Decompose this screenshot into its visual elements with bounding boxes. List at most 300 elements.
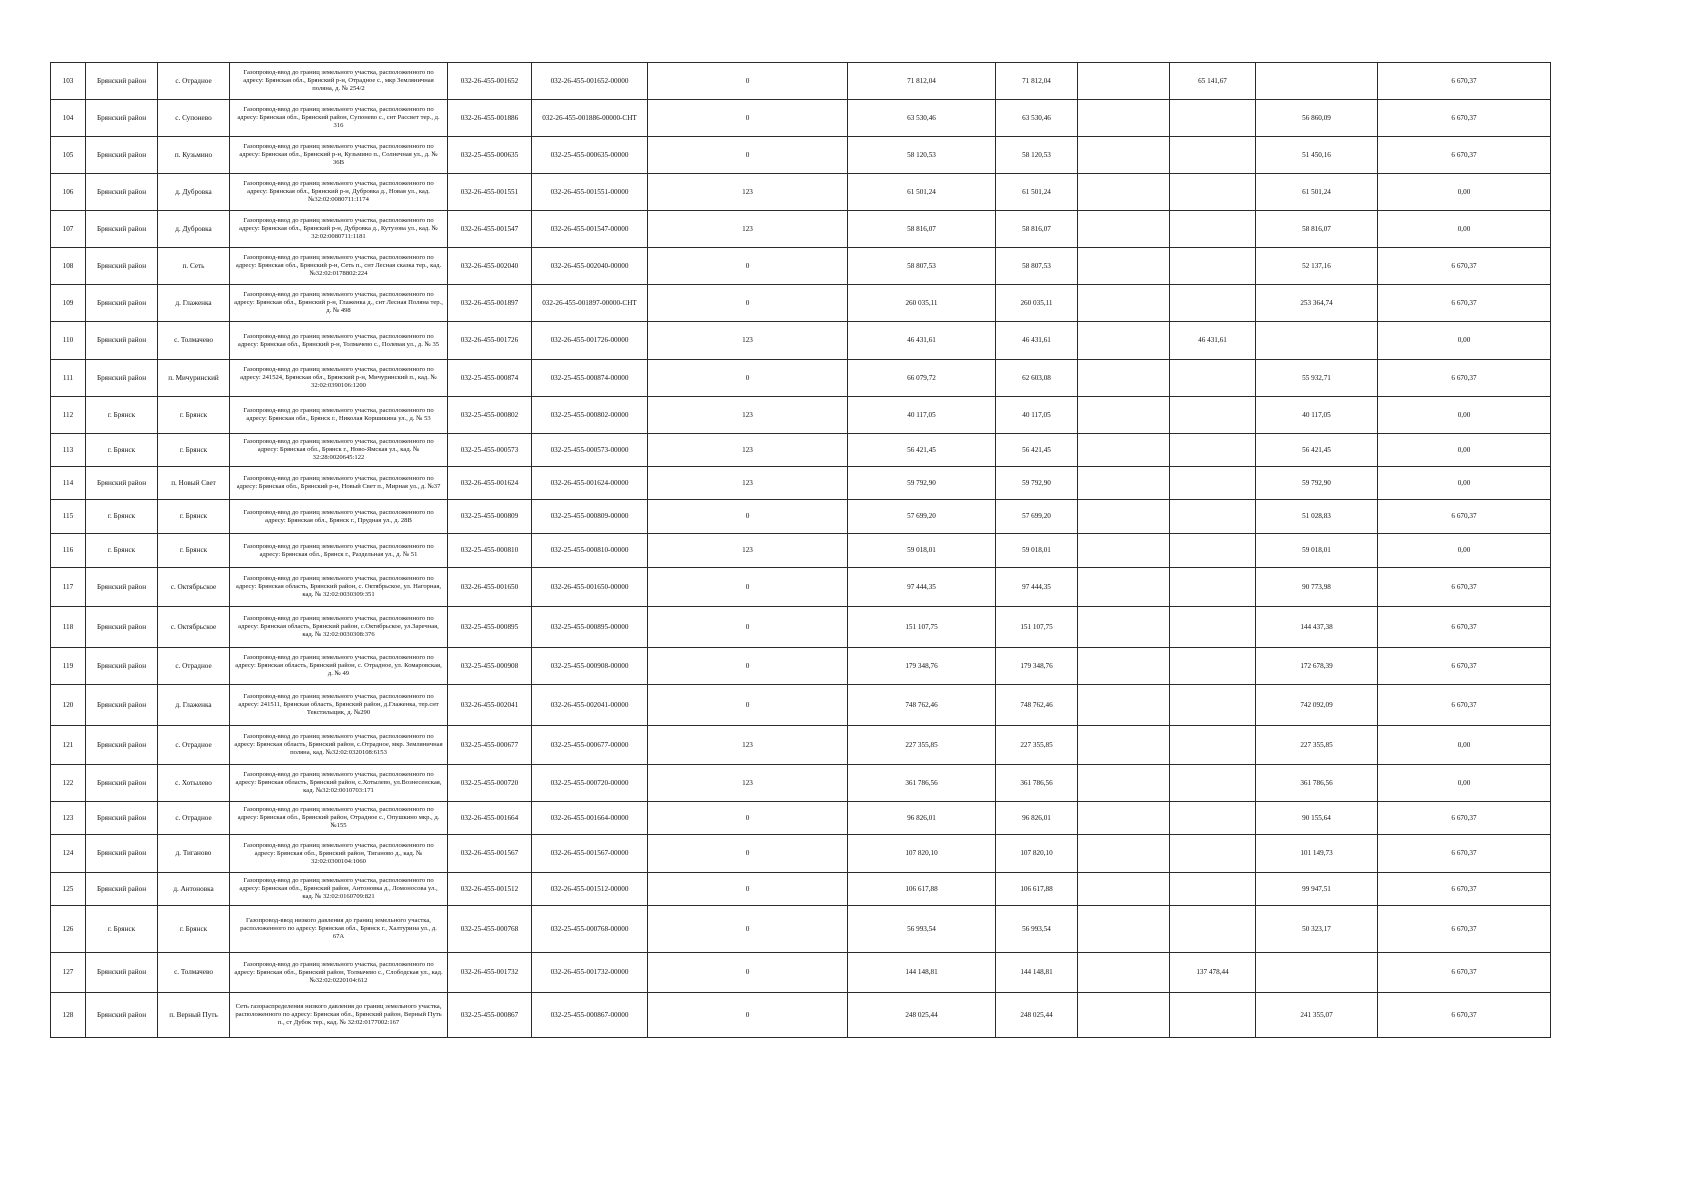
empty-cell [1078, 248, 1170, 285]
table-row [51, 906, 1551, 953]
amount-cell [1170, 174, 1256, 211]
amount-cell: 96 826,01 [848, 802, 996, 835]
settlement-cell: п. Сеть [158, 248, 230, 285]
amount-cell: 97 444,35 [848, 568, 996, 607]
amount-cell: 0,00 [1378, 211, 1551, 248]
amount-cell [1170, 873, 1256, 906]
object-code-cell: 032-25-455-000895-00000 [532, 607, 648, 648]
amount-cell: 144 437,38 [1256, 607, 1378, 648]
empty-cell [1078, 993, 1170, 1038]
amount-cell: 58 816,07 [996, 211, 1078, 248]
empty-cell [1078, 322, 1170, 360]
flag-cell: 0 [648, 285, 848, 322]
table-row [51, 397, 1551, 434]
amount-cell: 6 670,37 [1378, 648, 1551, 685]
object-description-cell: Газопровод-ввод до границ земельного участка, расположенного по адресу: Брянская обл., Брянский р-н, Дубровка д., Кутузова ул., кад. № 32:02:0080711:1181 [230, 211, 448, 248]
amount-cell: 0,00 [1378, 467, 1551, 500]
amount-cell: 101 149,73 [1256, 835, 1378, 873]
row-number-cell: 125 [51, 873, 86, 906]
amount-cell: 6 670,37 [1378, 568, 1551, 607]
district-cell: Брянский район [86, 467, 158, 500]
amount-cell: 260 035,11 [996, 285, 1078, 322]
district-cell: Брянский район [86, 835, 158, 873]
row-number-cell: 106 [51, 174, 86, 211]
registry-number-cell: 032-25-455-000908 [448, 648, 532, 685]
empty-cell [1078, 285, 1170, 322]
amount-cell [1170, 534, 1256, 568]
amount-cell: 107 820,10 [848, 835, 996, 873]
amount-cell: 59 018,01 [996, 534, 1078, 568]
registry-number-cell: 032-26-455-001547 [448, 211, 532, 248]
district-cell: Брянский район [86, 137, 158, 174]
flag-cell: 123 [648, 467, 848, 500]
district-cell: Брянский район [86, 873, 158, 906]
row-number-cell: 107 [51, 211, 86, 248]
table-row [51, 726, 1551, 765]
amount-cell [1170, 993, 1256, 1038]
row-number-cell: 116 [51, 534, 86, 568]
flag-cell: 0 [648, 873, 848, 906]
object-description-cell: Газопровод-ввод до границ земельного участка, расположенного по адресу: Брянская обл., Брянский район, Толмачево с., Слободская ул., кад. №32:02:0220104:612 [230, 953, 448, 993]
row-number-cell: 118 [51, 607, 86, 648]
settlement-cell: д. Глаженка [158, 285, 230, 322]
amount-cell [1170, 568, 1256, 607]
object-code-cell: 032-25-455-000573-00000 [532, 434, 648, 467]
registry-number-cell: 032-25-455-000810 [448, 534, 532, 568]
amount-cell: 6 670,37 [1378, 285, 1551, 322]
registry-number-cell: 032-26-455-001567 [448, 835, 532, 873]
object-description-cell: Газопровод-ввод до границ земельного участка, расположенного по адресу: Брянская обл., Брянский район, Тиганово д., кад. № 32:02:0300104:1060 [230, 835, 448, 873]
object-code-cell: 032-26-455-001726-00000 [532, 322, 648, 360]
row-number-cell: 117 [51, 568, 86, 607]
settlement-cell: п. Кузьмино [158, 137, 230, 174]
object-description-cell: Газопровод-ввод низкого давления до границ земельного участка, расположенного по адресу: Брянская обл., Брянск г., Халтурина ул., д. 67А [230, 906, 448, 953]
empty-cell [1078, 500, 1170, 534]
flag-cell: 0 [648, 953, 848, 993]
amount-cell: 46 431,61 [1170, 322, 1256, 360]
amount-cell: 58 807,53 [848, 248, 996, 285]
district-cell: Брянский район [86, 100, 158, 137]
district-cell: Брянский район [86, 607, 158, 648]
object-code-cell: 032-26-455-001732-00000 [532, 953, 648, 993]
amount-cell: 6 670,37 [1378, 100, 1551, 137]
empty-cell [1078, 434, 1170, 467]
amount-cell [1170, 248, 1256, 285]
object-code-cell: 032-26-455-001624-00000 [532, 467, 648, 500]
amount-cell: 6 670,37 [1378, 906, 1551, 953]
amount-cell: 6 670,37 [1378, 802, 1551, 835]
district-cell: Брянский район [86, 953, 158, 993]
amount-cell: 0,00 [1378, 397, 1551, 434]
amount-cell [1170, 100, 1256, 137]
amount-cell: 51 028,83 [1256, 500, 1378, 534]
amount-cell [1256, 63, 1378, 100]
object-description-cell: Газопровод-ввод до границ земельного участка, расположенного по адресу: Брянская обл., Брянский р-н, Глаженка д., снт Лесная Поляна тер., д. № 498 [230, 285, 448, 322]
registry-number-cell: 032-25-455-000677 [448, 726, 532, 765]
row-number-cell: 120 [51, 685, 86, 726]
district-cell: г. Брянск [86, 906, 158, 953]
district-cell: г. Брянск [86, 434, 158, 467]
amount-cell: 90 773,98 [1256, 568, 1378, 607]
amount-cell: 6 670,37 [1378, 500, 1551, 534]
amount-cell: 227 355,85 [1256, 726, 1378, 765]
flag-cell: 0 [648, 835, 848, 873]
object-description-cell: Газопровод-ввод до границ земельного участка, расположенного по адресу: 241511, Брянская область, Брянский район, д.Глаженка, тер.снт Текстильщик, д. №290 [230, 685, 448, 726]
settlement-cell: с. Отрадное [158, 648, 230, 685]
table-row [51, 648, 1551, 685]
amount-cell [1170, 906, 1256, 953]
district-cell: Брянский район [86, 211, 158, 248]
flag-cell: 0 [648, 607, 848, 648]
flag-cell: 0 [648, 63, 848, 100]
amount-cell: 71 812,04 [848, 63, 996, 100]
object-code-cell: 032-25-455-000809-00000 [532, 500, 648, 534]
object-code-cell: 032-25-455-000867-00000 [532, 993, 648, 1038]
settlement-cell: с. Отрадное [158, 726, 230, 765]
object-description-cell: Газопровод-ввод до границ земельного участка, расположенного по адресу: Брянская обл., Брянск г., Николая Коршикина ул., д. № 53 [230, 397, 448, 434]
flag-cell: 123 [648, 397, 848, 434]
amount-cell [1170, 360, 1256, 397]
object-description-cell: Газопровод-ввод до границ земельного участка, расположенного по адресу: Брянская обл., Брянский р-н, Новый Свет п., Мирная ул., д. №37 [230, 467, 448, 500]
amount-cell: 227 355,85 [996, 726, 1078, 765]
amount-cell: 56 993,54 [848, 906, 996, 953]
object-description-cell: Газопровод-ввод до границ земельного участка, расположенного по адресу: Брянская область, Брянский район, с.Отрадное, мкр. Земляничная поляна, кад. №32:02:0320108:6153 [230, 726, 448, 765]
flag-cell: 0 [648, 500, 848, 534]
empty-cell [1078, 100, 1170, 137]
district-cell: г. Брянск [86, 397, 158, 434]
amount-cell: 59 792,90 [1256, 467, 1378, 500]
district-cell: Брянский район [86, 322, 158, 360]
amount-cell: 6 670,37 [1378, 63, 1551, 100]
registry-number-cell: 032-26-455-002041 [448, 685, 532, 726]
settlement-cell: г. Брянск [158, 434, 230, 467]
district-cell: Брянский район [86, 726, 158, 765]
row-number-cell: 111 [51, 360, 86, 397]
amount-cell: 61 501,24 [848, 174, 996, 211]
district-cell: Брянский район [86, 568, 158, 607]
table-row [51, 360, 1551, 397]
object-description-cell: Газопровод-ввод до границ земельного участка, расположенного по адресу: Брянская обл., Брянск г., Раздельная ул., д. № 51 [230, 534, 448, 568]
flag-cell: 123 [648, 434, 848, 467]
row-number-cell: 127 [51, 953, 86, 993]
object-description-cell: Газопровод-ввод до границ земельного участка, расположенного по адресу: Брянская обл., Брянский р-н, Дубровка д., Новая ул., кад. №32:02:0080711:1174 [230, 174, 448, 211]
table-row [51, 835, 1551, 873]
settlement-cell: п. Новый Свет [158, 467, 230, 500]
amount-cell [1256, 322, 1378, 360]
amount-cell: 6 670,37 [1378, 607, 1551, 648]
settlement-cell: д. Тиганово [158, 835, 230, 873]
row-number-cell: 109 [51, 285, 86, 322]
amount-cell: 58 120,53 [996, 137, 1078, 174]
amount-cell: 59 018,01 [1256, 534, 1378, 568]
settlement-cell: с. Хотылево [158, 765, 230, 802]
table-row [51, 322, 1551, 360]
registry-number-cell: 032-26-455-001897 [448, 285, 532, 322]
amount-cell: 40 117,05 [848, 397, 996, 434]
amount-cell: 253 364,74 [1256, 285, 1378, 322]
amount-cell: 0,00 [1378, 726, 1551, 765]
settlement-cell: п. Мичуринский [158, 360, 230, 397]
row-number-cell: 126 [51, 906, 86, 953]
object-description-cell: Газопровод-ввод до границ земельного участка, расположенного по адресу: Брянская область, Брянский район, с. Отрадное, ул. Комаровская, д. № 49 [230, 648, 448, 685]
flag-cell: 123 [648, 765, 848, 802]
table-row [51, 685, 1551, 726]
empty-cell [1078, 467, 1170, 500]
amount-cell: 151 107,75 [996, 607, 1078, 648]
amount-cell [1170, 648, 1256, 685]
row-number-cell: 124 [51, 835, 86, 873]
amount-cell: 61 501,24 [1256, 174, 1378, 211]
amount-cell: 106 617,88 [996, 873, 1078, 906]
amount-cell: 61 501,24 [996, 174, 1078, 211]
amount-cell: 361 786,56 [1256, 765, 1378, 802]
amount-cell: 90 155,64 [1256, 802, 1378, 835]
settlement-cell: с. Октябрьское [158, 568, 230, 607]
amount-cell: 40 117,05 [996, 397, 1078, 434]
registry-number-cell: 032-26-455-001886 [448, 100, 532, 137]
amount-cell: 56 993,54 [996, 906, 1078, 953]
registry-number-cell: 032-26-455-001726 [448, 322, 532, 360]
table-row [51, 993, 1551, 1038]
registry-number-cell: 032-26-455-002040 [448, 248, 532, 285]
district-cell: Брянский район [86, 993, 158, 1038]
amount-cell: 55 932,71 [1256, 360, 1378, 397]
table-row [51, 174, 1551, 211]
amount-cell: 361 786,56 [996, 765, 1078, 802]
amount-cell: 227 355,85 [848, 726, 996, 765]
amount-cell [1170, 765, 1256, 802]
flag-cell: 0 [648, 685, 848, 726]
settlement-cell: д. Антоновка [158, 873, 230, 906]
registry-number-cell: 032-25-455-000768 [448, 906, 532, 953]
amount-cell: 172 678,39 [1256, 648, 1378, 685]
flag-cell: 123 [648, 174, 848, 211]
settlement-cell: д. Дубровка [158, 174, 230, 211]
registry-number-cell: 032-26-455-001652 [448, 63, 532, 100]
table-row [51, 873, 1551, 906]
amount-cell: 0,00 [1378, 765, 1551, 802]
amount-cell: 6 670,37 [1378, 953, 1551, 993]
registry-number-cell: 032-26-455-001650 [448, 568, 532, 607]
amount-cell: 65 141,67 [1170, 63, 1256, 100]
district-cell: Брянский район [86, 685, 158, 726]
amount-cell: 59 792,90 [996, 467, 1078, 500]
registry-number-cell: 032-25-455-000867 [448, 993, 532, 1038]
object-description-cell: Газопровод-ввод до границ земельного участка, расположенного по адресу: Брянская область, Брянский район, с.Хотылево, ул.Вознесенская, кад. №32:02:0010703:171 [230, 765, 448, 802]
table-row [51, 434, 1551, 467]
amount-cell: 144 148,81 [996, 953, 1078, 993]
amount-cell: 248 025,44 [996, 993, 1078, 1038]
empty-cell [1078, 211, 1170, 248]
empty-cell [1078, 835, 1170, 873]
district-cell: г. Брянск [86, 534, 158, 568]
amount-cell: 59 792,90 [848, 467, 996, 500]
district-cell: Брянский район [86, 248, 158, 285]
settlement-cell: г. Брянск [158, 500, 230, 534]
flag-cell: 123 [648, 211, 848, 248]
amount-cell [1170, 685, 1256, 726]
district-cell: Брянский район [86, 285, 158, 322]
amount-cell: 59 018,01 [848, 534, 996, 568]
table-row [51, 534, 1551, 568]
flag-cell: 0 [648, 248, 848, 285]
object-code-cell: 032-25-455-000720-00000 [532, 765, 648, 802]
amount-cell: 241 355,07 [1256, 993, 1378, 1038]
amount-cell: 66 079,72 [848, 360, 996, 397]
amount-cell: 57 699,20 [848, 500, 996, 534]
amount-cell: 6 670,37 [1378, 137, 1551, 174]
amount-cell: 52 137,16 [1256, 248, 1378, 285]
row-number-cell: 122 [51, 765, 86, 802]
row-number-cell: 112 [51, 397, 86, 434]
empty-cell [1078, 397, 1170, 434]
district-cell: Брянский район [86, 63, 158, 100]
amount-cell: 62 603,08 [996, 360, 1078, 397]
district-cell: Брянский район [86, 174, 158, 211]
settlement-cell: г. Брянск [158, 397, 230, 434]
object-description-cell: Газопровод-ввод до границ земельного участка, расположенного по адресу: 241524, Брянская обл., Брянский р-н, Мичуринский п., кад. № 32:02:0390106:1200 [230, 360, 448, 397]
amount-cell: 46 431,61 [848, 322, 996, 360]
amount-cell [1170, 211, 1256, 248]
object-description-cell: Газопровод-ввод до границ земельного участка, расположенного по адресу: Брянская обл., Брянский р-н, Кузьмино п., Солнечная ул., д. № 36В [230, 137, 448, 174]
settlement-cell: с. Октябрьское [158, 607, 230, 648]
amount-cell [1170, 434, 1256, 467]
table-row [51, 953, 1551, 993]
object-code-cell: 032-26-455-001551-00000 [532, 174, 648, 211]
object-description-cell: Газопровод-ввод до границ земельного участка, расположенного по адресу: Брянская обл., Брянский р-н, Толмачево с., Полевая ул., д. № 35 [230, 322, 448, 360]
registry-number-cell: 032-25-455-000573 [448, 434, 532, 467]
registry-number-cell: 032-25-455-000802 [448, 397, 532, 434]
object-code-cell: 032-26-455-002040-00000 [532, 248, 648, 285]
registry-number-cell: 032-25-455-000635 [448, 137, 532, 174]
flag-cell: 0 [648, 360, 848, 397]
amount-cell: 748 762,46 [996, 685, 1078, 726]
settlement-cell: с. Толмачево [158, 322, 230, 360]
amount-cell: 56 421,45 [848, 434, 996, 467]
row-number-cell: 103 [51, 63, 86, 100]
registry-number-cell: 032-26-455-001664 [448, 802, 532, 835]
amount-cell: 6 670,37 [1378, 873, 1551, 906]
settlement-cell: г. Брянск [158, 534, 230, 568]
row-number-cell: 121 [51, 726, 86, 765]
amount-cell: 57 699,20 [996, 500, 1078, 534]
registry-number-cell: 032-26-455-001732 [448, 953, 532, 993]
amount-cell: 107 820,10 [996, 835, 1078, 873]
object-code-cell: 032-26-455-001664-00000 [532, 802, 648, 835]
amount-cell: 71 812,04 [996, 63, 1078, 100]
amount-cell: 6 670,37 [1378, 685, 1551, 726]
amount-cell: 0,00 [1378, 534, 1551, 568]
amount-cell: 51 450,16 [1256, 137, 1378, 174]
amount-cell: 0,00 [1378, 434, 1551, 467]
amount-cell: 137 478,44 [1170, 953, 1256, 993]
flag-cell: 0 [648, 100, 848, 137]
row-number-cell: 114 [51, 467, 86, 500]
row-number-cell: 113 [51, 434, 86, 467]
amount-cell: 56 421,45 [1256, 434, 1378, 467]
empty-cell [1078, 953, 1170, 993]
amount-cell [1170, 467, 1256, 500]
empty-cell [1078, 63, 1170, 100]
row-number-cell: 105 [51, 137, 86, 174]
object-code-cell: 032-25-455-000810-00000 [532, 534, 648, 568]
table-row [51, 285, 1551, 322]
flag-cell: 0 [648, 648, 848, 685]
amount-cell: 248 025,44 [848, 993, 996, 1038]
empty-cell [1078, 726, 1170, 765]
object-description-cell: Газопровод-ввод до границ земельного участка, расположенного по адресу: Брянская обл., Брянск г., Прудная ул., д. 28В [230, 500, 448, 534]
table-row [51, 63, 1551, 100]
object-description-cell: Газопровод-ввод до границ земельного участка, расположенного по адресу: Брянская обл., Брянский р-н, Сеть п., снт Лесная сказка тер., кад. №32:02:0178802:224 [230, 248, 448, 285]
registry-number-cell: 032-25-455-000895 [448, 607, 532, 648]
flag-cell: 0 [648, 137, 848, 174]
registry-number-cell: 032-25-455-000720 [448, 765, 532, 802]
object-description-cell: Газопровод-ввод до границ земельного участка, расположенного по адресу: Брянская область, Брянский район, с.Октябрьское, ул.Заречная, кад. № 32:02:0030308:376 [230, 607, 448, 648]
empty-cell [1078, 648, 1170, 685]
object-description-cell: Газопровод-ввод до границ земельного участка, расположенного по адресу: Брянская обл., Брянский район, Супонево с., снт Рассвет тер., д. 316 [230, 100, 448, 137]
amount-cell: 151 107,75 [848, 607, 996, 648]
amount-cell: 179 348,76 [848, 648, 996, 685]
amount-cell: 361 786,56 [848, 765, 996, 802]
flag-cell: 0 [648, 906, 848, 953]
empty-cell [1078, 360, 1170, 397]
district-cell: Брянский район [86, 648, 158, 685]
empty-cell [1078, 174, 1170, 211]
amount-cell: 144 148,81 [848, 953, 996, 993]
flag-cell: 0 [648, 568, 848, 607]
table-row [51, 137, 1551, 174]
object-description-cell: Газопровод-ввод до границ земельного участка, расположенного по адресу: Брянская обл., Брянск г., Ново-Ямская ул., кад. № 32:28:0020645:122 [230, 434, 448, 467]
empty-cell [1078, 765, 1170, 802]
flag-cell: 123 [648, 534, 848, 568]
table-row [51, 467, 1551, 500]
registry-number-cell: 032-26-455-001512 [448, 873, 532, 906]
row-number-cell: 123 [51, 802, 86, 835]
amount-cell: 63 530,46 [996, 100, 1078, 137]
registry-number-cell: 032-25-455-000874 [448, 360, 532, 397]
row-number-cell: 128 [51, 993, 86, 1038]
registry-number-cell: 032-26-455-001551 [448, 174, 532, 211]
amount-cell: 99 947,51 [1256, 873, 1378, 906]
amount-cell: 6 670,37 [1378, 360, 1551, 397]
amount-cell: 106 617,88 [848, 873, 996, 906]
amount-cell: 58 816,07 [1256, 211, 1378, 248]
object-code-cell: 032-26-455-001650-00000 [532, 568, 648, 607]
table-row [51, 100, 1551, 137]
object-code-cell: 032-25-455-000677-00000 [532, 726, 648, 765]
table-row [51, 802, 1551, 835]
object-description-cell: Газопровод-ввод до границ земельного участка, расположенного по адресу: Брянская обл., Брянский район, Отрадное с., Опушкино мкр., д. №155 [230, 802, 448, 835]
object-description-cell: Газопровод-ввод до границ земельного участка, расположенного по адресу: Брянская обл., Брянский район, Антоновка д., Ломоносова ул., кад. № 32:02:0160709:821 [230, 873, 448, 906]
registry-number-cell: 032-25-455-000809 [448, 500, 532, 534]
amount-cell: 260 035,11 [848, 285, 996, 322]
amount-cell: 97 444,35 [996, 568, 1078, 607]
object-code-cell: 032-25-455-000908-00000 [532, 648, 648, 685]
amount-cell [1170, 137, 1256, 174]
object-code-cell: 032-25-455-000635-00000 [532, 137, 648, 174]
amount-cell [1170, 726, 1256, 765]
flag-cell: 0 [648, 993, 848, 1038]
empty-cell [1078, 534, 1170, 568]
table-row [51, 568, 1551, 607]
settlement-cell: п. Верный Путь [158, 993, 230, 1038]
amount-cell [1170, 802, 1256, 835]
amount-cell [1170, 835, 1256, 873]
flag-cell: 123 [648, 322, 848, 360]
district-cell: Брянский район [86, 360, 158, 397]
empty-cell [1078, 802, 1170, 835]
amount-cell: 58 120,53 [848, 137, 996, 174]
